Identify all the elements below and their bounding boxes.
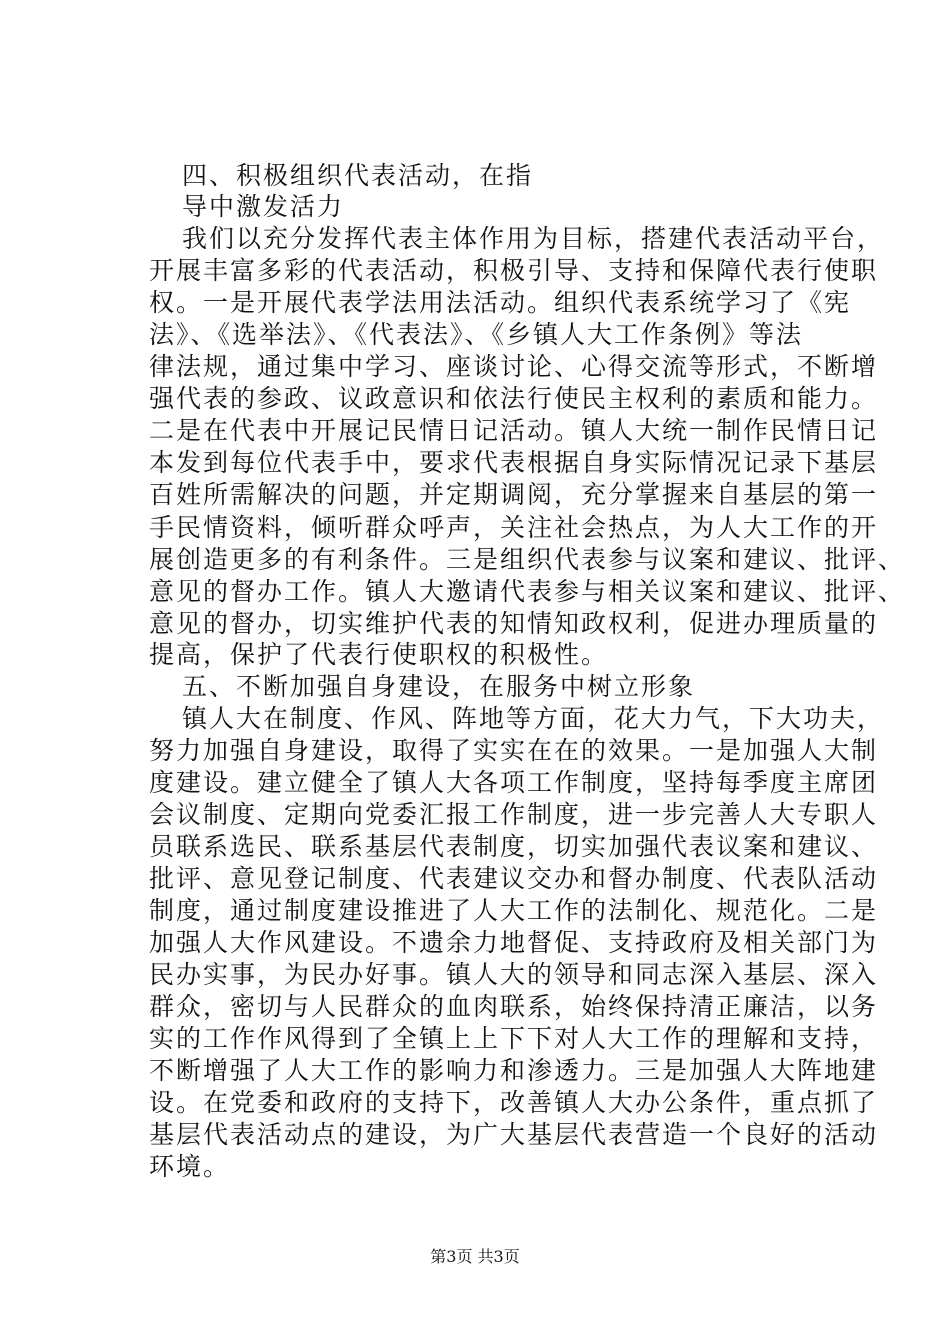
text-line: 我们以充分发挥代表主体作用为目标，搭建代表活动平台，: [182, 224, 885, 253]
text-line: 五、不断加强自身建设，在服务中树立形象: [182, 672, 696, 701]
text-line: 环境。: [149, 1152, 231, 1181]
text-line: 批评、意见登记制度、代表建议交办和督办制度、代表队活动: [149, 864, 879, 893]
text-line: 二是在代表中开展记民情日记活动。镇人大统一制作民情日记: [149, 416, 879, 445]
text-line: 开展丰富多彩的代表活动，积极引导、支持和保障代表行使职: [149, 256, 879, 285]
text-line: 民办实事，为民办好事。镇人大的领导和同志深入基层、深入: [149, 960, 879, 989]
text-line: 努力加强自身建设，取得了实实在在的效果。一是加强人大制: [149, 736, 879, 765]
text-line: 意见的督办，切实维护代表的知情知政权利，促进办理质量的: [149, 609, 879, 638]
text-line: 设。在党委和政府的支持下，改善镇人大办公条件，重点抓了: [149, 1088, 879, 1117]
text-line: 镇人大在制度、作风、阵地等方面，花大力气，下大功夫，: [182, 704, 885, 733]
text-line: 度建设。建立健全了镇人大各项工作制度，坚持每季度主席团: [149, 768, 879, 797]
text-line: 意见的督办工作。镇人大邀请代表参与相关议案和建议、批评、: [149, 577, 906, 606]
text-line: 不断增强了人大工作的影响力和渗透力。三是加强人大阵地建: [149, 1056, 879, 1085]
text-line: 百姓所需解决的问题，并定期调阅，充分掌握来自基层的第一: [149, 480, 879, 509]
text-line: 律法规，通过集中学习、座谈讨论、心得交流等形式，不断增: [149, 352, 879, 381]
text-line: 四、积极组织代表活动，在指: [182, 161, 534, 190]
text-line: 基层代表活动点的建设，为广大基层代表营造一个良好的活动: [149, 1120, 879, 1149]
text-line: 法》、《选举法》、《代表法》、《乡镇人大工作条例》等法: [149, 320, 804, 349]
text-line: 会议制度、定期向党委汇报工作制度，进一步完善人大专职人: [149, 800, 879, 829]
text-line: 本发到每位代表手中，要求代表根据自身实际情况记录下基层: [149, 448, 879, 477]
text-line: 实的工作作风得到了全镇上上下下对人大工作的理解和支持，: [149, 1024, 879, 1053]
text-line: 权。一是开展代表学法用法活动。组织代表系统学习了《宪: [149, 288, 852, 317]
text-line: 导中激发活力: [182, 192, 345, 221]
text-line: 群众，密切与人民群众的血肉联系，始终保持清正廉洁，以务: [149, 992, 879, 1021]
text-line: 展创造更多的有利条件。三是组织代表参与议案和建议、批评、: [149, 545, 906, 574]
text-line: 员联系选民、联系基层代表制度，切实加强代表议案和建议、: [149, 832, 879, 861]
text-line: 强代表的参政、议政意识和依法行使民主权利的素质和能力。: [149, 384, 879, 413]
text-line: 加强人大作风建设。不遗余力地督促、支持政府及相关部门为: [149, 928, 879, 957]
page-footer: 第3页 共3页: [430, 1247, 520, 1266]
text-line: 提高，保护了代表行使职权的积极性。: [149, 640, 609, 669]
text-line: 制度，通过制度建设推进了人大工作的法制化、规范化。二是: [149, 896, 879, 925]
text-line: 手民情资料，倾听群众呼声，关注社会热点，为人大工作的开: [149, 513, 879, 542]
